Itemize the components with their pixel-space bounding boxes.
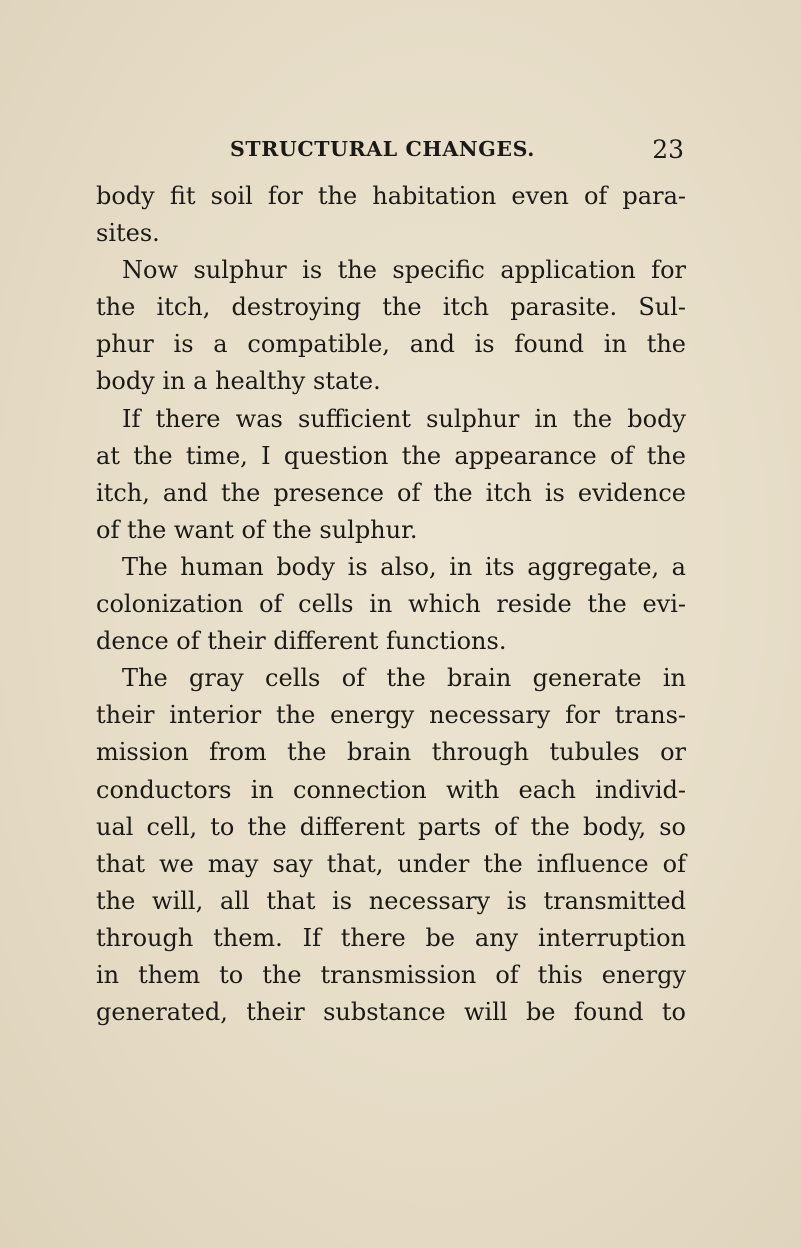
text-line: the itch, destroying the itch parasite. Sul- [96, 293, 686, 322]
text-line: Now sulphur is the specific application for [122, 256, 686, 285]
text-line: phur is a compatible, and is found in the [96, 330, 686, 359]
text-line: through them. If there be any interruption [96, 923, 686, 952]
text-line: at the time, I question the appearance of the [96, 441, 686, 470]
text-line: in them to the transmission of this energy [96, 960, 686, 989]
text-line: The gray cells of the brain generate in [122, 664, 686, 693]
text-line: itch, and the presence of the itch is evidence [96, 478, 686, 507]
text-line: If there was sufficient sulphur in the body [122, 404, 686, 433]
text-line: ual cell, to the different parts of the body, so [96, 812, 686, 841]
running-head: STRUCTURAL CHANGES. [230, 137, 535, 161]
text-line: The human body is also, in its aggregate, a [122, 552, 686, 581]
body-text [96, 178, 686, 1031]
text-line: that we may say that, under the influence of [96, 849, 686, 878]
text-line: body in a healthy state. [96, 367, 381, 396]
text-line: the will, all that is necessary is transmitted [96, 886, 686, 915]
text-line: mission from the brain through tubules or [96, 738, 686, 767]
text-line: body fit soil for the habitation even of para- [96, 182, 686, 210]
page-number: 23 [652, 135, 684, 164]
text-line: conductors in connection with each individ- [96, 775, 686, 804]
text-line: dence of their different functions. [96, 627, 507, 656]
text-line: colonization of cells in which reside the evi- [96, 590, 686, 619]
page-header [230, 137, 684, 173]
text-line: sites. [96, 219, 160, 248]
text-line: of the want of the sulphur. [96, 515, 418, 544]
text-line: generated, their substance will be found to [96, 998, 686, 1027]
text-line: their interior the energy necessary for trans- [96, 701, 686, 730]
